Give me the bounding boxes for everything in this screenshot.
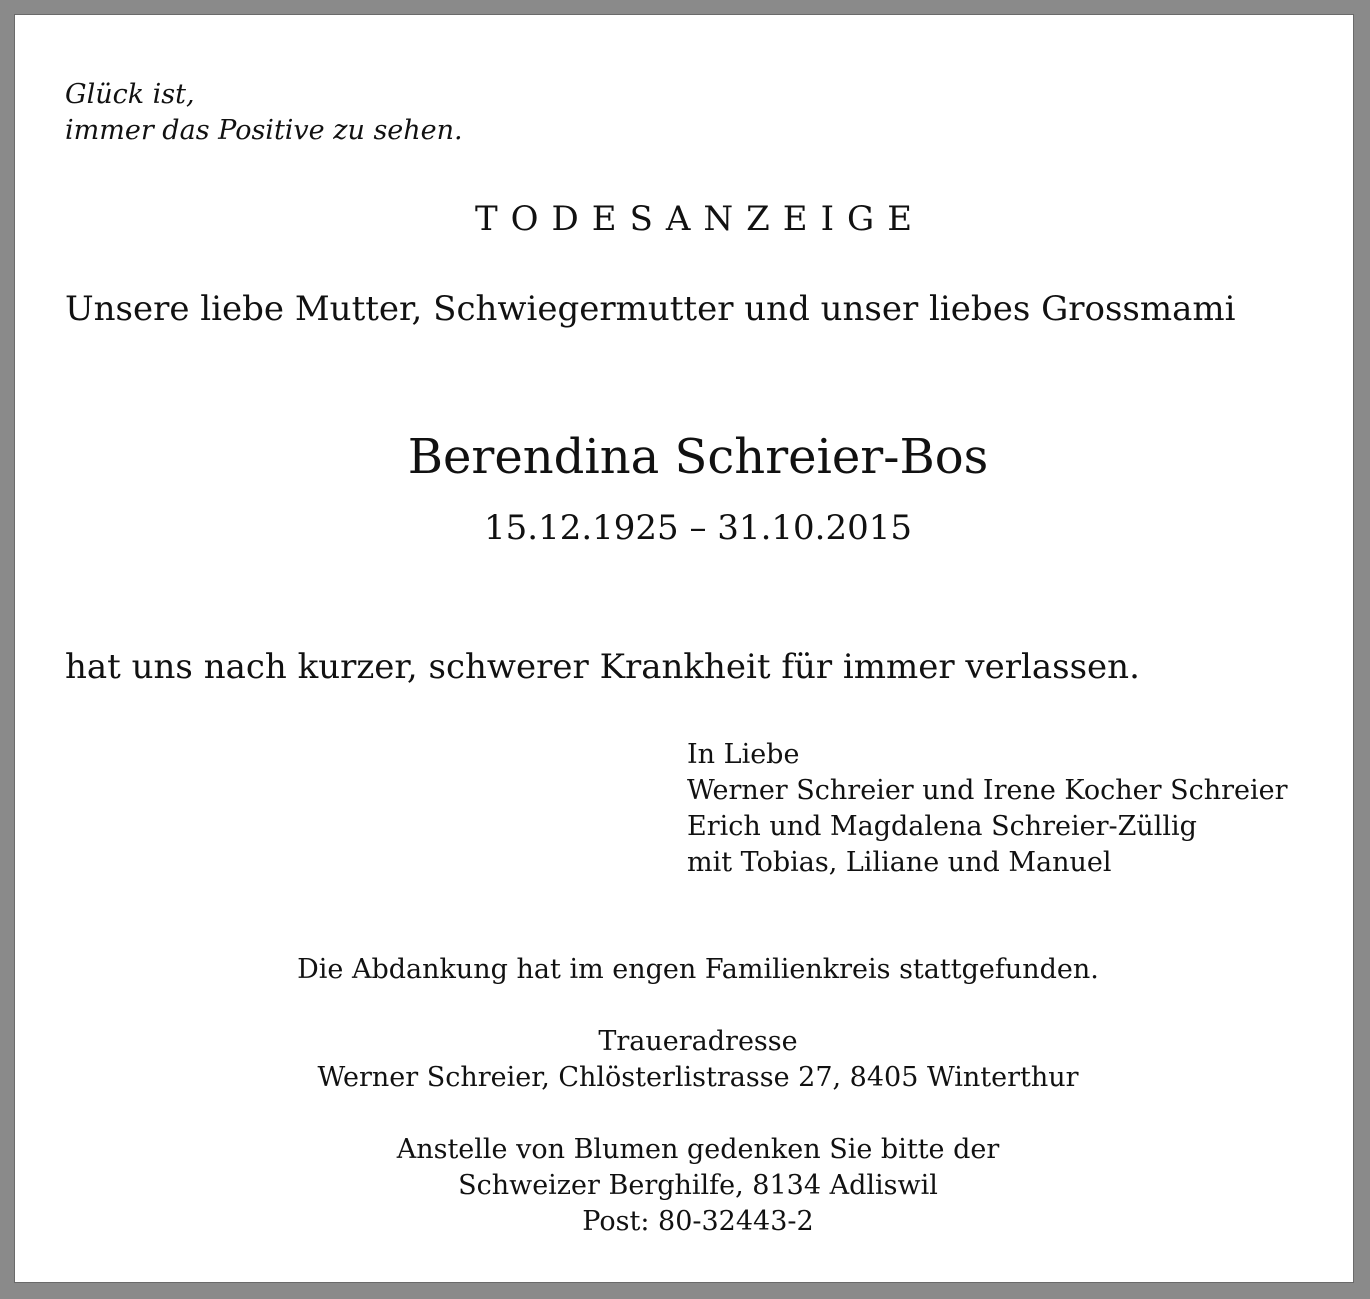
donation-line-2: Schweizer Berghilfe, 8134 Adliswil — [458, 1170, 938, 1201]
obituary-page — [14, 14, 1354, 1283]
motto — [65, 77, 463, 149]
donation-line-1: Anstelle von Blumen gedenken Sie bitte der — [396, 1134, 1000, 1165]
signature-line-2: Werner Schreier und Irene Kocher Schreier — [687, 775, 1288, 806]
deceased-name: Berendina Schreier-Bos — [407, 429, 989, 485]
address-value: Werner Schreier, Chlösterlistrasse 27, 8405 Winterthur — [317, 1062, 1079, 1093]
life-dates: 15.12.1925 – 31.10.2015 — [484, 508, 912, 548]
signature-line-3: Erich und Magdalena Schreier-Züllig — [687, 811, 1197, 842]
address-label: Traueradresse — [598, 1026, 798, 1057]
signature-line-4: mit Tobias, Liliane und Manuel — [687, 847, 1112, 878]
donation-note — [15, 1132, 1370, 1240]
intro-text: Unsere liebe Mutter, Schwiegermutter und unser liebes Grossmami — [65, 289, 1236, 329]
signature-line-1: In Liebe — [687, 739, 800, 770]
outro-text: hat uns nach kurzer, schwerer Krankheit für immer verlassen. — [65, 647, 1140, 687]
motto-line-1: Glück ist, — [65, 79, 195, 110]
donation-line-3: Post: 80-32443-2 — [582, 1206, 814, 1237]
obituary-heading: TODESANZEIGE — [474, 199, 926, 239]
mourning-address — [15, 1024, 1370, 1096]
family-signature — [687, 737, 1288, 881]
motto-line-2: immer das Positive zu sehen. — [65, 115, 463, 146]
ceremony-note: Die Abdankung hat im engen Familienkreis stattgefunden. — [297, 954, 1099, 985]
